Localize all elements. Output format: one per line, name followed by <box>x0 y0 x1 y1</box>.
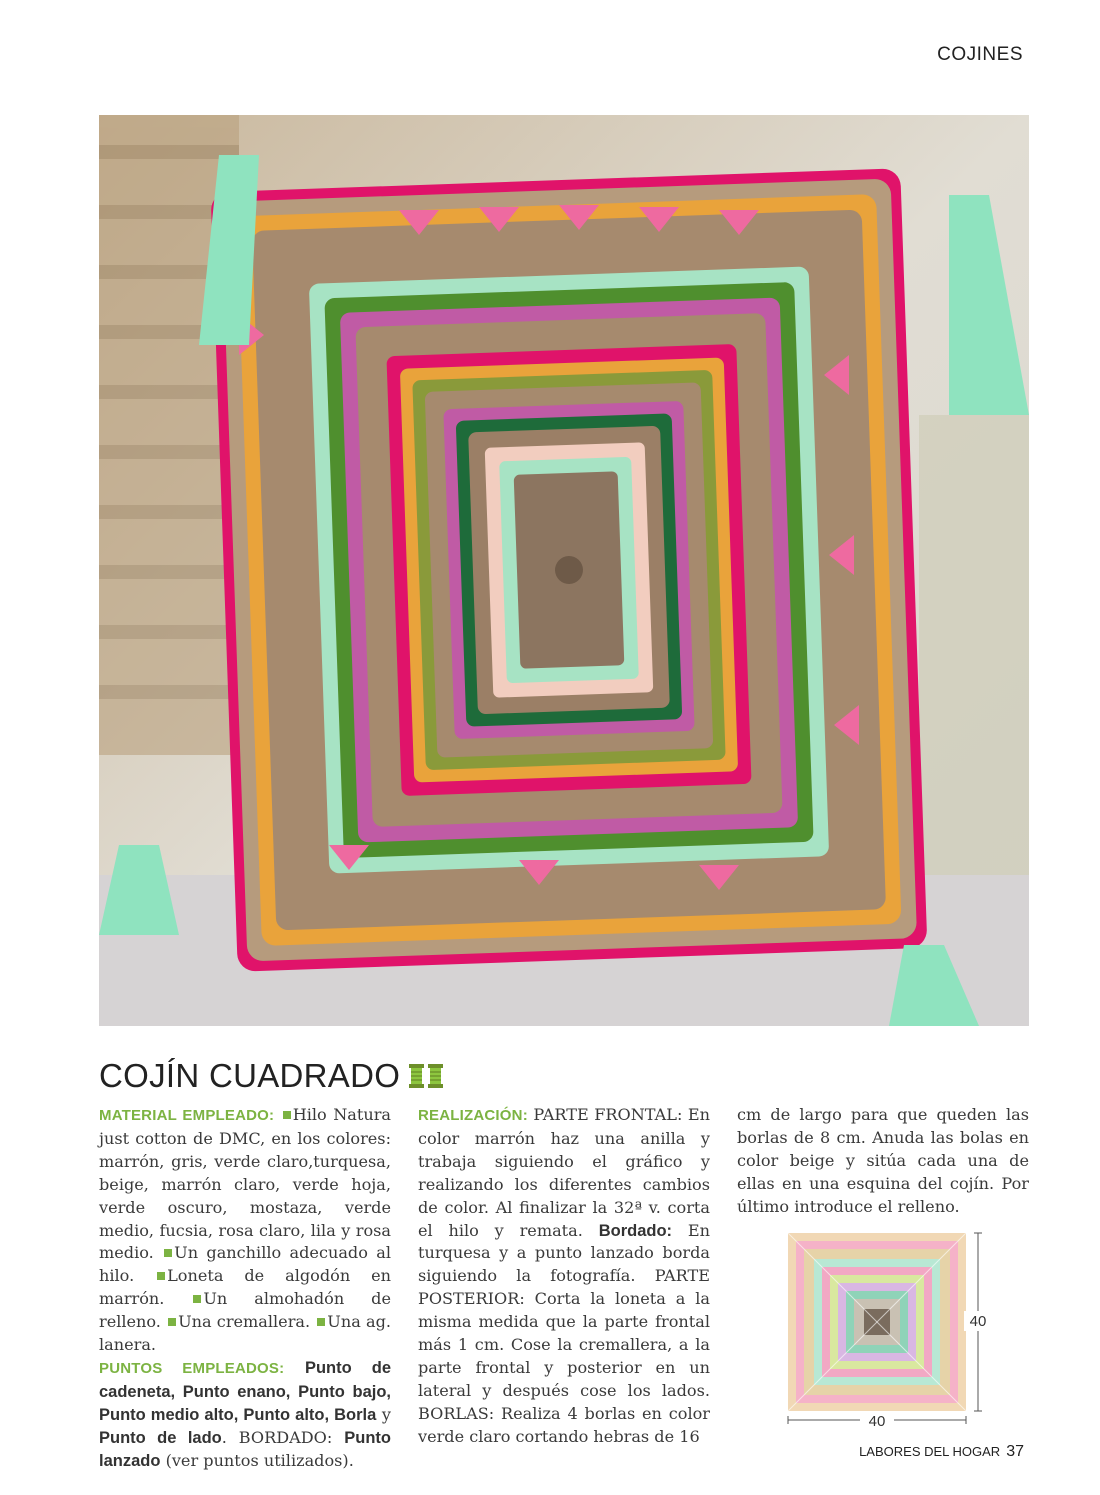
puntos-last-stitch: Punto de lado <box>99 1428 222 1447</box>
bullet-icon <box>317 1318 325 1326</box>
thread-spool-icon <box>408 1063 444 1089</box>
column-material <box>99 1104 391 1473</box>
column-realizacion <box>418 1104 710 1449</box>
column-continuacion <box>737 1104 1029 1219</box>
bullet-icon <box>193 1295 201 1303</box>
bordado-note: (ver puntos utilizados). <box>165 1450 354 1470</box>
bordado-text: En turquesa y a punto lanzado borda siguiendo la fotografía. <box>418 1220 710 1286</box>
title-text: COJÍN CUADRADO <box>99 1057 401 1094</box>
continuacion-text: cm de largo para que queden las borlas de 8 cm. Anuda las bolas en color beige y sitúa cada una de ellas en una esquina del cojín. Por último introduce el relleno. <box>737 1105 1029 1216</box>
bullet-icon <box>283 1111 291 1119</box>
cushion-photo <box>99 115 1029 1026</box>
page-number: 37 <box>1006 1443 1024 1460</box>
bullet-icon <box>157 1272 165 1280</box>
width-label: 40 <box>868 1413 886 1430</box>
section-label: COJINES <box>937 44 1023 65</box>
bordado-subheading: Bordado: <box>598 1221 673 1240</box>
puntos-paragraph <box>99 1357 391 1473</box>
size-diagram <box>780 1228 1020 1433</box>
bordado-label: . BORDADO: <box>221 1427 333 1447</box>
bullet-icon <box>168 1318 176 1326</box>
material-text-1: Hilo Natura just cotton de DMC, en los colores: marrón, gris, verde claro,turquesa, beige, marrón claro, verde hoja, verde oscuro, mostaza, verde medio, fucsia, rosa claro, lila y rosa medio. <box>99 1105 392 1263</box>
posterior-text: PARTE POSTERIOR: Corta la loneta a la misma medida que la parte frontal más 1 cm. Cose la cremallera, a la parte frontal y posterior en un lateral y después cose los lados. <box>418 1266 710 1400</box>
material-text-6: Una ag. lanera. <box>99 1312 391 1355</box>
material-text-3: Loneta de algodón en marrón. <box>99 1266 391 1309</box>
puntos-label: PUNTOS EMPLEADOS: <box>99 1359 285 1377</box>
bullet-icon <box>164 1249 172 1257</box>
article-title <box>99 1057 444 1095</box>
bordado-stitch: Punto lanzado <box>99 1428 391 1470</box>
magazine-name: LABORES DEL HOGAR <box>859 1444 1001 1459</box>
page-footer <box>859 1443 1024 1461</box>
puntos-stitches: Punto de cadeneta, Punto enano, Punto bajo, Punto medio alto, Punto alto, Borla <box>99 1358 392 1424</box>
frontal-text: PARTE FRONTAL: En color marrón haz una anilla y trabaja siguiendo el gráfico y realizando los diferentes cambios de color. Al finalizar la 32ª v. corta el hilo y remata. <box>418 1105 711 1240</box>
height-label: 40 <box>969 1313 987 1330</box>
borlas-text: BORLAS: Realiza 4 borlas en color verde claro cortando hebras de 16 <box>418 1403 710 1446</box>
material-label: MATERIAL EMPLEADO: <box>99 1107 275 1124</box>
realizacion-paragraph <box>418 1104 710 1449</box>
material-text-5: Una cremallera. <box>178 1312 311 1332</box>
material-text-2: Un ganchillo adecuado al hilo. <box>99 1243 391 1286</box>
puntos-joiner: y <box>381 1404 392 1424</box>
crochet-cushion-image <box>99 115 1029 1026</box>
realizacion-label: REALIZACIÓN: <box>418 1107 528 1124</box>
material-paragraph <box>99 1104 391 1357</box>
material-text-4: Un almohadón de relleno. <box>99 1289 391 1332</box>
